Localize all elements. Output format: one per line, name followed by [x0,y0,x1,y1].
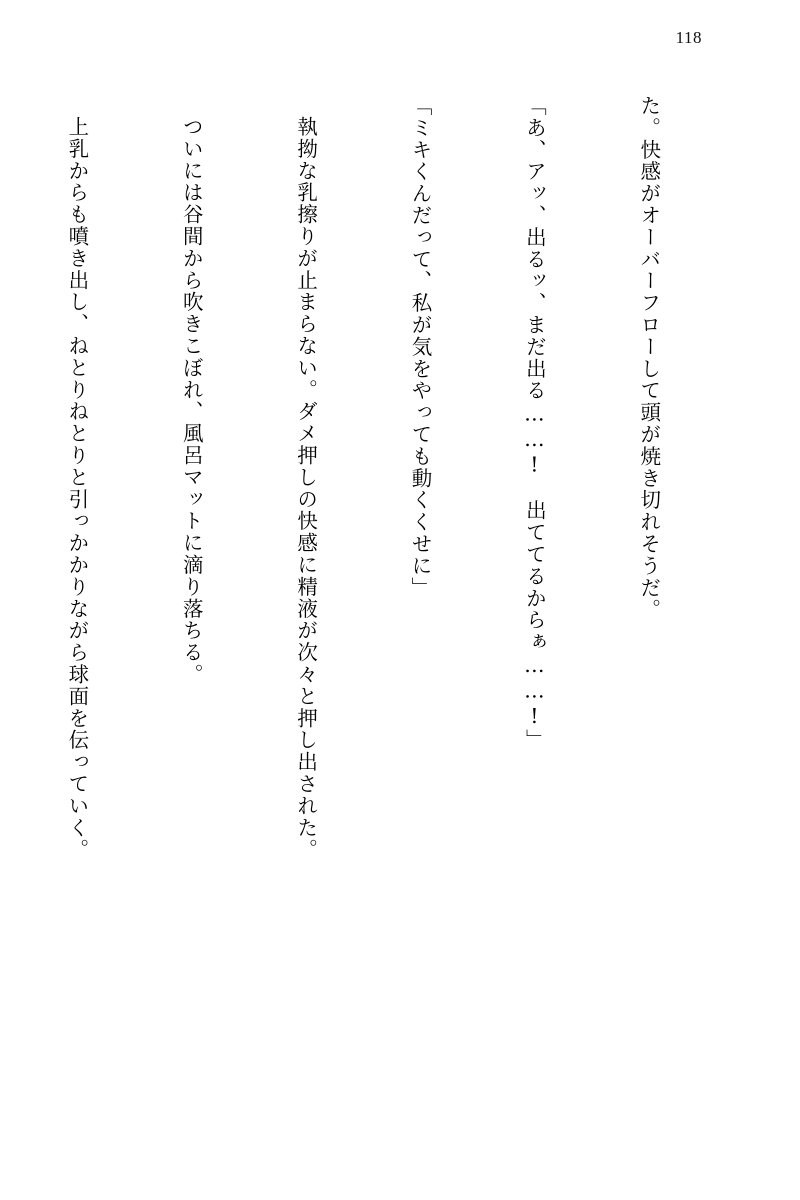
paragraph: 「ミキくんだって、私が気をやっても動くくせに」 [408,95,432,599]
paragraph: 上乳からも噴き出し、ねとりねとりと引っかかりながら球面を伝っていく。 [64,115,89,861]
body-text-block [56,95,744,1150]
paragraph: 「あ、アッ、出るッ、まだ出る……! 出ててるからぁ……!」 [522,95,547,752]
paragraph: た。快感がオーバーフローして頭が焼き切れそうだ。 [636,95,661,621]
paragraph: 執拗な乳擦りが止まらない。ダメ押しの快感に精液が次々と押し出された。 [293,115,318,861]
paragraph: ついには谷間から吹きこぼれ、風呂マットに滴り落ちる。 [179,115,204,685]
page-number: 118 [675,28,702,47]
